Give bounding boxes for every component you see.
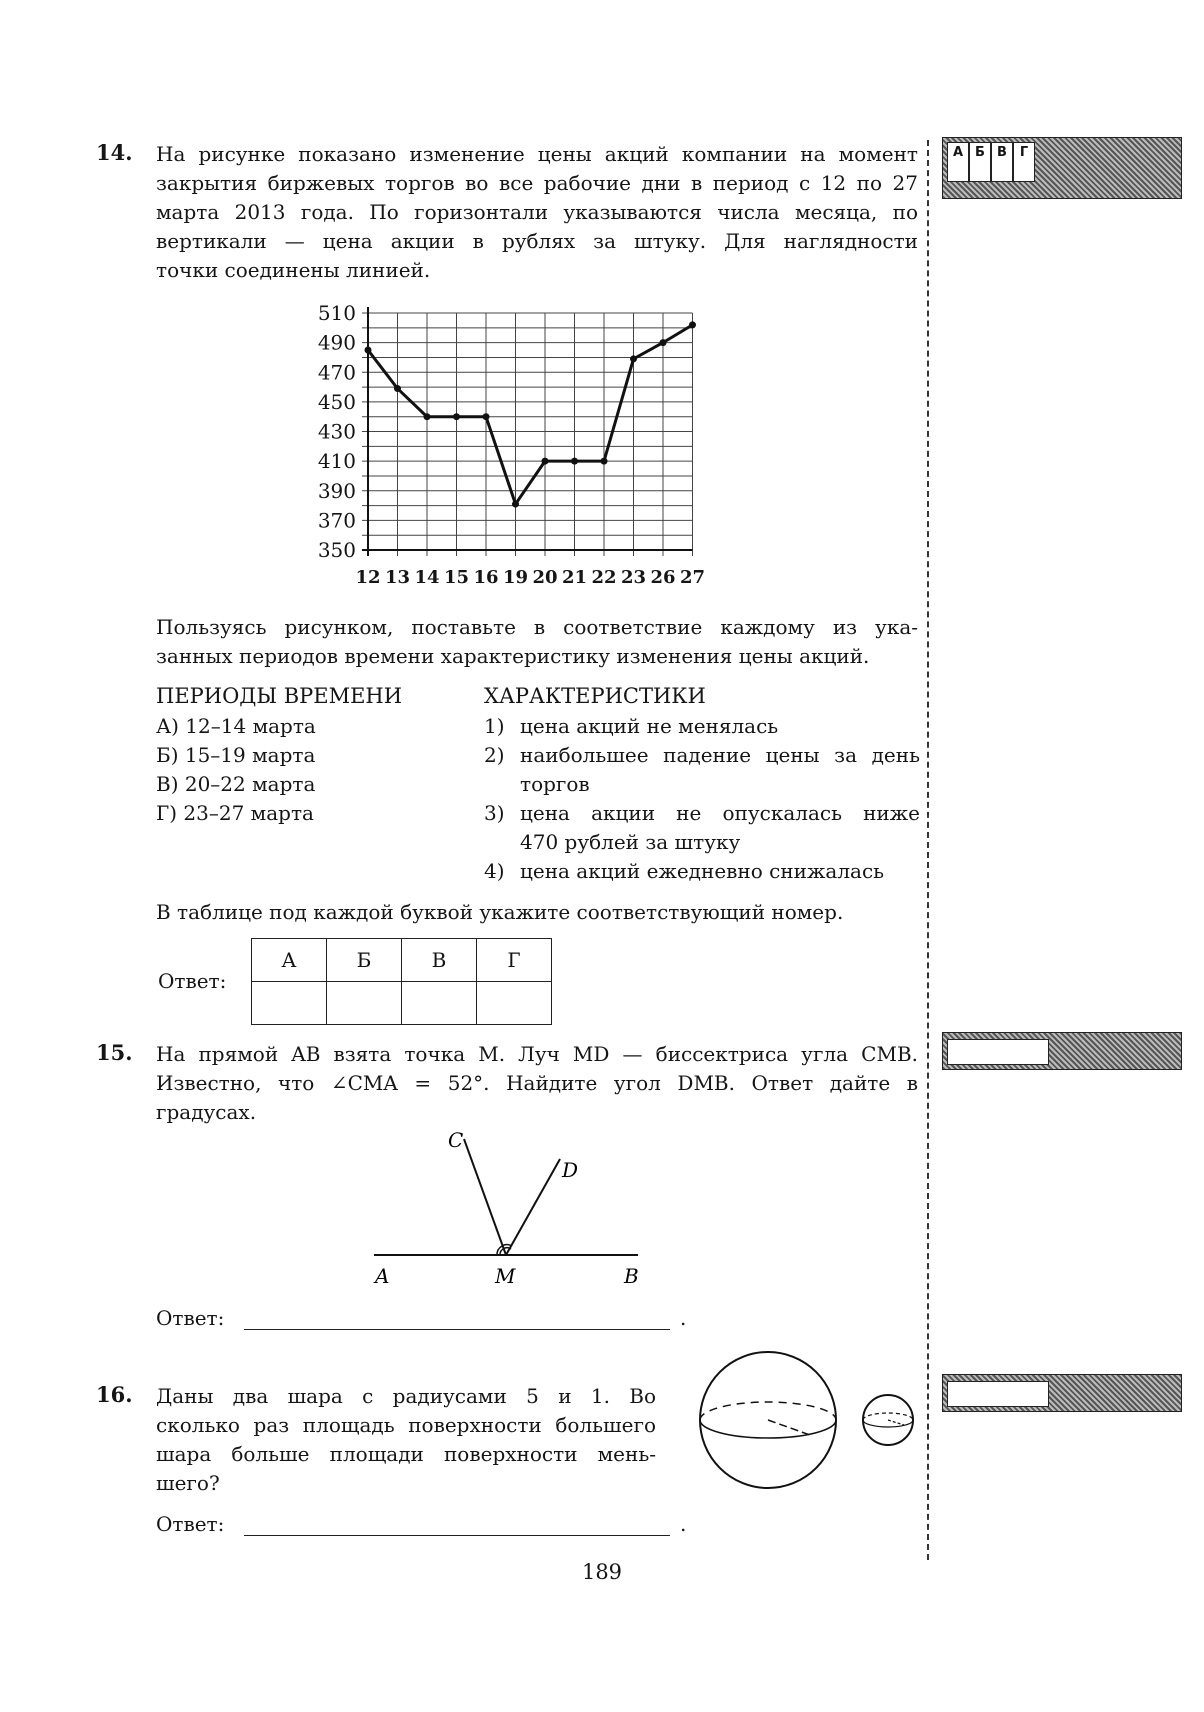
price-series-line bbox=[368, 325, 693, 504]
answer-cell[interactable] bbox=[477, 982, 552, 1025]
answer-box-14 bbox=[942, 137, 1182, 199]
q16-text bbox=[156, 1382, 656, 1498]
q14-instruction bbox=[156, 613, 918, 671]
answer-cell[interactable] bbox=[327, 982, 402, 1025]
text-line: закрытия биржевых торгов во все рабочие дни в период с 12 по 27 bbox=[156, 171, 918, 195]
text-line: градусах. bbox=[156, 1100, 257, 1124]
big-equator-front bbox=[700, 1420, 836, 1438]
characteristic-item bbox=[484, 857, 920, 886]
data-point bbox=[689, 321, 696, 328]
q15-text bbox=[156, 1040, 918, 1127]
x-tick-label: 12 bbox=[355, 567, 381, 588]
q15-answer-label: Ответ: bbox=[156, 1306, 225, 1330]
q14-text bbox=[156, 140, 918, 285]
small-equator-back bbox=[863, 1413, 913, 1420]
table-header: Г bbox=[477, 939, 552, 982]
answer-cell[interactable] bbox=[402, 982, 477, 1025]
data-points bbox=[365, 321, 697, 507]
text-line: сколько раз площадь поверхности большего bbox=[156, 1413, 656, 1437]
answer-cell[interactable] bbox=[252, 982, 327, 1025]
text-line: Даны два шара с радиусами 5 и 1. Во bbox=[156, 1384, 656, 1408]
data-point bbox=[660, 339, 667, 346]
periods-header: ПЕРИОДЫ ВРЕМЕНИ bbox=[156, 684, 403, 708]
characteristic-item bbox=[484, 799, 920, 857]
characteristic-text: цена акций ежедневно снижалась bbox=[520, 859, 885, 883]
y-tick-label: 430 bbox=[317, 419, 356, 444]
data-point bbox=[542, 458, 549, 465]
ray-mc bbox=[464, 1139, 506, 1255]
stock-price-chart bbox=[290, 295, 720, 595]
text-line: На прямой AB взята точка M. Луч MD — биссектриса угла CMB. bbox=[156, 1042, 919, 1066]
data-point bbox=[394, 385, 401, 392]
x-tick-label: 22 bbox=[591, 567, 617, 588]
text-line: Известно, что ∠CMA = 52°. Найдите угол DMB. Ответ дайте в bbox=[156, 1071, 918, 1095]
text-line: На рисунке показано изменение цены акций компании на момент bbox=[156, 142, 918, 166]
x-tick-label: 27 bbox=[679, 567, 706, 588]
characteristic-item bbox=[484, 741, 920, 799]
y-tick-label: 350 bbox=[317, 538, 356, 562]
text-line: занных периодов времени характеристику изменения цены акций. bbox=[156, 644, 870, 668]
y-tick-label: 450 bbox=[317, 389, 356, 414]
y-tick-label: 370 bbox=[317, 508, 356, 533]
characteristic-text: торгов bbox=[520, 772, 590, 796]
x-tick-label: 19 bbox=[502, 567, 529, 588]
q16-answer-end: . bbox=[680, 1512, 687, 1536]
y-tick-label: 490 bbox=[317, 330, 356, 355]
x-tick-label: 20 bbox=[532, 567, 558, 588]
big-equator-back bbox=[700, 1402, 836, 1420]
period-item: В) 20–22 марта bbox=[156, 772, 316, 796]
periods-list bbox=[156, 712, 316, 828]
characteristic-text: цена акций не менялась bbox=[520, 714, 779, 738]
answer-table bbox=[251, 938, 552, 1025]
data-point bbox=[365, 347, 372, 354]
data-point bbox=[483, 413, 490, 420]
x-tick-label: 13 bbox=[384, 567, 411, 588]
table-header: В bbox=[402, 939, 477, 982]
x-tick-label: 21 bbox=[561, 567, 588, 588]
characteristic-text: наибольшее падение цены за день bbox=[520, 743, 920, 767]
x-tick-label: 16 bbox=[473, 567, 499, 588]
page-number: 189 bbox=[581, 1560, 623, 1584]
data-point bbox=[571, 458, 578, 465]
angle-diagram bbox=[360, 1125, 660, 1290]
period-item: Б) 15–19 марта bbox=[156, 743, 316, 767]
data-point bbox=[424, 413, 431, 420]
text-line: шего? bbox=[156, 1471, 220, 1495]
characteristic-text: 470 рублей за штуку bbox=[520, 830, 741, 854]
text-line: Пользуясь рисунком, поставьте в соответствие каждому из ука- bbox=[156, 615, 918, 639]
data-point bbox=[601, 458, 608, 465]
characteristic-num: 3) bbox=[484, 801, 505, 825]
x-tick-label: 14 bbox=[414, 567, 440, 588]
spheres-diagram bbox=[690, 1345, 930, 1495]
label-d: D bbox=[562, 1158, 579, 1182]
q16-number: 16. bbox=[96, 1382, 133, 1407]
text-line: вертикали — цена акции в рублях за штуку. Для наглядности bbox=[156, 229, 918, 253]
label-m: M bbox=[495, 1264, 516, 1288]
period-item: Г) 23–27 марта bbox=[156, 801, 314, 825]
y-tick-label: 510 bbox=[317, 301, 356, 325]
table-instruction: В таблице под каждой буквой укажите соответствующий номер. bbox=[156, 900, 844, 924]
answer-box-15 bbox=[942, 1032, 1182, 1070]
characteristic-text: цена акции не опускалась ниже bbox=[520, 801, 920, 825]
small-equator-front bbox=[863, 1420, 913, 1427]
y-tick-label: 470 bbox=[317, 360, 356, 385]
q16-answer-line[interactable] bbox=[244, 1535, 670, 1536]
label-a: A bbox=[375, 1264, 390, 1288]
text-line: шара больше площади поверхности мень- bbox=[156, 1442, 656, 1466]
table-header: Б bbox=[327, 939, 402, 982]
x-tick-label: 26 bbox=[650, 567, 676, 588]
y-axis-ticks bbox=[318, 301, 356, 562]
x-tick-label: 15 bbox=[443, 567, 470, 588]
y-tick-label: 410 bbox=[317, 449, 356, 474]
data-point bbox=[630, 355, 637, 362]
label-b: B bbox=[624, 1264, 639, 1288]
q14-number: 14. bbox=[96, 140, 133, 165]
label-c: C bbox=[448, 1128, 464, 1152]
answer-box-16 bbox=[942, 1374, 1182, 1412]
table-header: А bbox=[252, 939, 327, 982]
characteristics-list bbox=[484, 712, 920, 886]
q15-answer-end: . bbox=[680, 1306, 687, 1330]
characteristic-num: 2) bbox=[484, 743, 505, 767]
ray-md bbox=[506, 1159, 560, 1255]
letter-cell: Б bbox=[969, 142, 991, 182]
chart-grid bbox=[362, 307, 693, 556]
q16-answer-label: Ответ: bbox=[156, 1512, 225, 1536]
y-tick-label: 390 bbox=[317, 478, 356, 503]
small-radius bbox=[888, 1420, 904, 1425]
q15-answer-line[interactable] bbox=[244, 1329, 670, 1330]
q15-number: 15. bbox=[96, 1040, 133, 1065]
letter-cell: В bbox=[991, 142, 1013, 182]
x-tick-label: 23 bbox=[620, 567, 647, 588]
letter-cell: А bbox=[947, 142, 969, 182]
letter-cell: Г bbox=[1013, 142, 1035, 182]
answer-label: Ответ: bbox=[158, 969, 227, 993]
text-line: марта 2013 года. По горизонтали указываются числа месяца, по bbox=[156, 200, 918, 224]
characteristics-header: ХАРАКТЕРИСТИКИ bbox=[484, 684, 706, 708]
big-radius bbox=[768, 1420, 810, 1435]
data-point bbox=[512, 501, 519, 508]
characteristic-num: 4) bbox=[484, 859, 505, 883]
characteristic-item bbox=[484, 712, 920, 741]
text-line: точки соединены линией. bbox=[156, 258, 431, 282]
period-item: А) 12–14 марта bbox=[156, 714, 316, 738]
characteristic-num: 1) bbox=[484, 714, 505, 738]
x-axis-ticks bbox=[355, 567, 705, 588]
data-point bbox=[453, 413, 460, 420]
